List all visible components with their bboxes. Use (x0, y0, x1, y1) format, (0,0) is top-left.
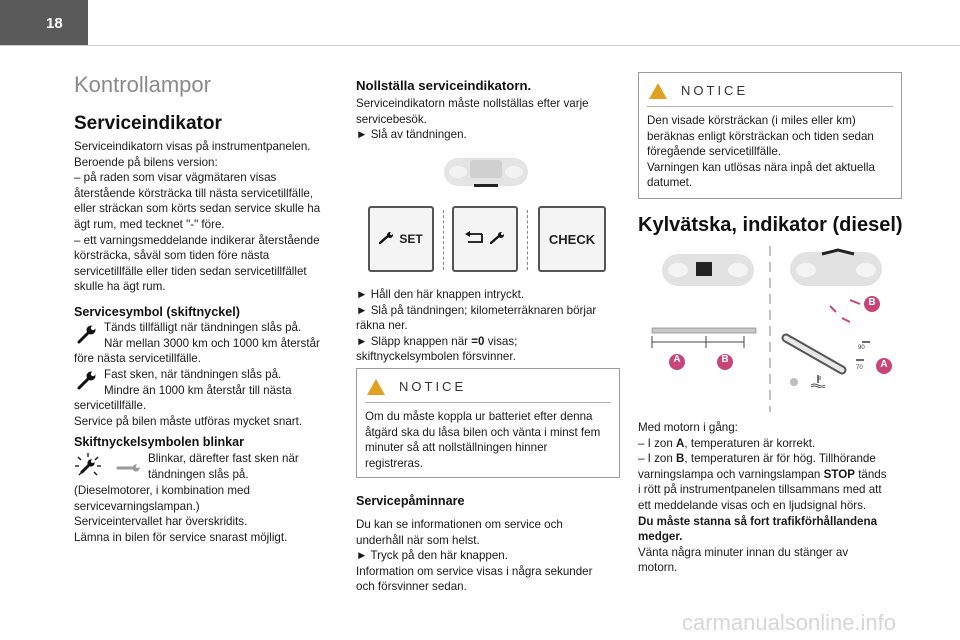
coolant-temperature-icon (810, 374, 826, 393)
zone-a-label: A (673, 354, 681, 365)
notice-title: NOTICE (681, 83, 749, 98)
service-intro: Serviceindikatorn visas på instrumentpanelen. Beroende på bilens version: – på raden som visar vägmätaren visas återstående körsträcka till nästa servicetillfälle, eller sträckan som körts sedan service skulle ha ägt rum, med tecknet "-" före. – ett varningsmeddelande indikerar återstående körsträcka, såväl som tiden före nästa servicetillfälle eller tiden sedan servicetillfället skulle ha ägt rum. (74, 140, 321, 294)
symbol-heading: Servicesymbol (skiftnyckel) (74, 305, 240, 319)
symbol-text-4: servicetillfälle. Service på bilen måste utföras mycket snart. (74, 399, 303, 428)
set-button-label: SET (399, 232, 423, 246)
symbol-text-3: Fast sken, när tändningen slås på. Mindre än 1000 km återstår till nästa (104, 368, 292, 397)
zone-b-label: B (721, 354, 729, 365)
blink-heading: Skiftnyckelsymbolen blinkar (74, 435, 245, 449)
page-number: 18 (0, 0, 88, 46)
wrench-fixed-icon (76, 369, 98, 396)
reset-steps: ► Håll den här knappen intryckt. ► Slå på tändningen; kilometerräknaren börjar räkna ner. ► Släpp knappen när =0 visas; skiftnyckelsymbolen försvinner. (356, 288, 597, 364)
coolant-gauge-illustration (646, 242, 902, 414)
reset-heading: Nollställa serviceindikatorn. (356, 78, 532, 93)
blink-text-1: Blinkar, därefter fast sken när tändningen slås på. (148, 452, 299, 481)
coolant-text: Med motorn i gång: – I zon A, temperaturen är korrekt. – I zon B, temperaturen är för hög. Tillhörande varningslampa och varningslampan STOP tänds i rött på instrumentpanelen tillsammans med att ett meddelande visas och en ljudsignal hörs. Du måste stanna så fort trafikförhållandena medger. Vänta några minuter innan du stänger av motorn. (638, 421, 887, 575)
zone-b-label: B (868, 297, 876, 308)
notice-text: Om du måste koppla ur batteriet efter denna åtgärd ska du låsa bilen och vänta i minst fem minuter så att nollställningen hinner registreras. (365, 410, 601, 470)
wrench-blinking-icon (74, 452, 144, 483)
reset-button[interactable] (452, 206, 518, 272)
wrench-small-icon (490, 231, 506, 248)
instrument-cluster-illustration (440, 150, 532, 190)
separator-1 (443, 210, 444, 270)
zone-a-label: A (880, 359, 888, 370)
notice-divider (365, 402, 611, 403)
check-button-label: CHECK (548, 231, 596, 247)
gauge-mark-70: 70 (856, 365, 863, 371)
separator-2 (527, 210, 528, 270)
notice-title: NOTICE (399, 379, 467, 394)
coolant-heading: Kylvätska, indikator (diesel) (638, 214, 903, 236)
reminder-text: Du kan se informationen om service och underhåll när som helst. ► Tryck på den här knappen. Information om service visas i några sekunder och försvinner sedan. (356, 518, 593, 594)
symbol-text-2: före nästa servicetillfälle. (74, 352, 201, 365)
heading-serviceindikator: Serviceindikator (74, 113, 222, 134)
set-button[interactable] (368, 206, 434, 272)
section-title: Kontrollampor (74, 72, 211, 97)
notice-box-reset (356, 368, 620, 478)
header-divider (0, 45, 960, 46)
notice-box-distance (638, 72, 902, 199)
return-arrow-icon (464, 231, 486, 248)
symbol-text-1: Tänds tillfälligt när tändningen slås på. När mellan 3000 km och 1000 km återstår (104, 321, 320, 350)
watermark: carmanualsonline.info (682, 610, 897, 635)
check-button[interactable] (538, 206, 606, 272)
wrench-small-icon (379, 231, 395, 248)
wrench-icon (76, 323, 98, 350)
warning-triangle-icon (649, 83, 667, 99)
reset-intro: Serviceindikatorn måste nollställas efter varje servicebesök. ► Slå av tändningen. (356, 97, 589, 142)
notice-text: Den visade körsträckan (i miles eller km) beräknas enligt körsträckan och tiden sedan föregående servicetillfälle. Varningen kan utlösas nära inpå det aktuella datumet. (647, 114, 875, 190)
notice-divider (647, 106, 893, 107)
blink-text-2: (Dieselmotorer, i kombination med servicevarningslampan.) Serviceintervallet har överskridits. Lämna in bilen för service snarast möjligt. (74, 484, 288, 544)
reminder-heading: Servicepåminnare (356, 494, 465, 508)
warning-triangle-icon (367, 379, 385, 395)
gauge-mark-90: 90 (858, 345, 865, 351)
